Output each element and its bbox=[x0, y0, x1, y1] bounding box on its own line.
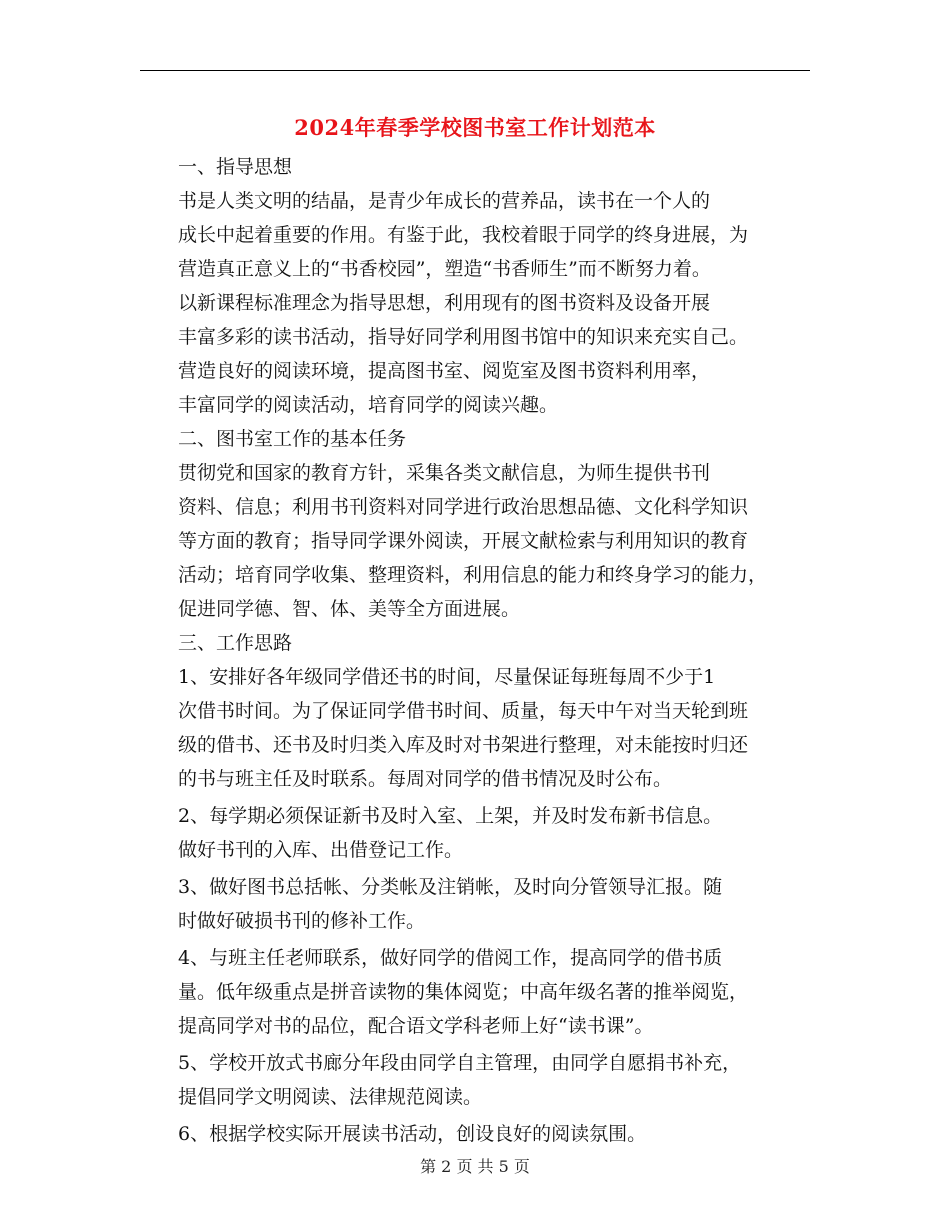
list-item-3 bbox=[140, 870, 820, 938]
heading-basic-tasks bbox=[140, 422, 820, 456]
text-line: 3、做好图书总括帐、分类帐及注销帐，及时向分管领导汇报。随 bbox=[178, 876, 723, 898]
list-item-5 bbox=[140, 1046, 820, 1114]
text-line: 6、根据学校实际开展读书活动，创设良好的阅读氛围。 bbox=[178, 1123, 647, 1145]
text-line: 二、图书室工作的基本任务 bbox=[178, 428, 407, 450]
text-line: 丰富同学的阅读活动，培育同学的阅读兴趣。 bbox=[178, 394, 559, 416]
text-line: 5、学校开放式书廊分年段由同学自主管理，由同学自愿捐书补充， bbox=[178, 1052, 742, 1074]
text-line: 成长中起着重要的作用。有鉴于此，我校着眼于同学的终身进展，为 bbox=[178, 224, 749, 246]
text-line: 营造真正意义上的“书香校园”，塑造“书香师生”而不断努力着。 bbox=[178, 258, 711, 280]
text-line: 三、工作思路 bbox=[178, 632, 293, 654]
paragraph bbox=[140, 354, 820, 422]
header-rule bbox=[140, 70, 810, 71]
document-title: 2024年春季学校图书室工作计划范本 bbox=[294, 115, 656, 140]
list-item-4 bbox=[140, 941, 820, 1043]
text-line: 营造良好的阅读环境，提高图书室、阅览室及图书资料利用率， bbox=[178, 360, 711, 382]
text-line: 等方面的教育；指导同学课外阅读，开展文献检索与利用知识的教育 bbox=[178, 530, 749, 552]
text-line: 1、安排好各年级同学借还书的时间，尽量保证每班每周不少于1 bbox=[178, 666, 716, 688]
text-line: 提倡同学文明阅读、法律规范阅读。 bbox=[178, 1086, 483, 1108]
text-line: 促进同学德、智、体、美等全方面进展。 bbox=[178, 598, 521, 620]
list-item-6 bbox=[140, 1117, 820, 1151]
text-line: 做好书刊的入库、出借登记工作。 bbox=[178, 839, 464, 861]
paragraph bbox=[140, 456, 820, 626]
text-line: 丰富多彩的读书活动，指导好同学利用图书馆中的知识来充实自己。 bbox=[178, 326, 749, 348]
text-line: 次借书时间。为了保证同学借书时间、质量，每天中午对当天轮到班 bbox=[178, 700, 749, 722]
text-line: 2、每学期必须保证新书及时入室、上架，并及时发布新书信息。 bbox=[178, 805, 723, 827]
list-item-2 bbox=[140, 799, 820, 867]
text-line: 量。低年级重点是拼音读物的集体阅览；中高年级名著的推举阅览， bbox=[178, 981, 749, 1003]
paragraph bbox=[140, 286, 820, 354]
heading-work-approach bbox=[140, 626, 820, 660]
page-footer: 第 2 页 共 5 页 bbox=[420, 1157, 530, 1176]
text-line: 4、与班主任老师联系，做好同学的借阅工作，提高同学的借书质 bbox=[178, 947, 723, 969]
text-line: 活动；培育同学收集、整理资料，利用信息的能力和终身学习的能力， bbox=[178, 564, 768, 586]
text-line: 贯彻党和国家的教育方针，采集各类文献信息，为师生提供书刊 bbox=[178, 462, 711, 484]
paragraph bbox=[140, 184, 820, 286]
text-line: 资料、信息；利用书刊资料对同学进行政治思想品德、文化科学知识 bbox=[178, 496, 749, 518]
heading-guiding-ideology bbox=[140, 150, 820, 184]
text-line: 书是人类文明的结晶，是青少年成长的营养品，读书在一个人的 bbox=[178, 190, 711, 212]
text-line: 级的借书、还书及时归类入库及时对书架进行整理，对未能按时归还 bbox=[178, 734, 749, 756]
text-line: 以新课程标准理念为指导思想，利用现有的图书资料及设备开展 bbox=[178, 292, 711, 314]
document-body bbox=[140, 150, 820, 1151]
text-line: 时做好破损书刊的修补工作。 bbox=[178, 910, 426, 932]
list-item-1 bbox=[140, 660, 820, 796]
text-line: 的书与班主任及时联系。每周对同学的借书情况及时公布。 bbox=[178, 768, 673, 790]
text-line: 提高同学对书的品位，配合语文学科老师上好“读书课”。 bbox=[178, 1015, 654, 1037]
text-line: 一、指导思想 bbox=[178, 156, 293, 178]
